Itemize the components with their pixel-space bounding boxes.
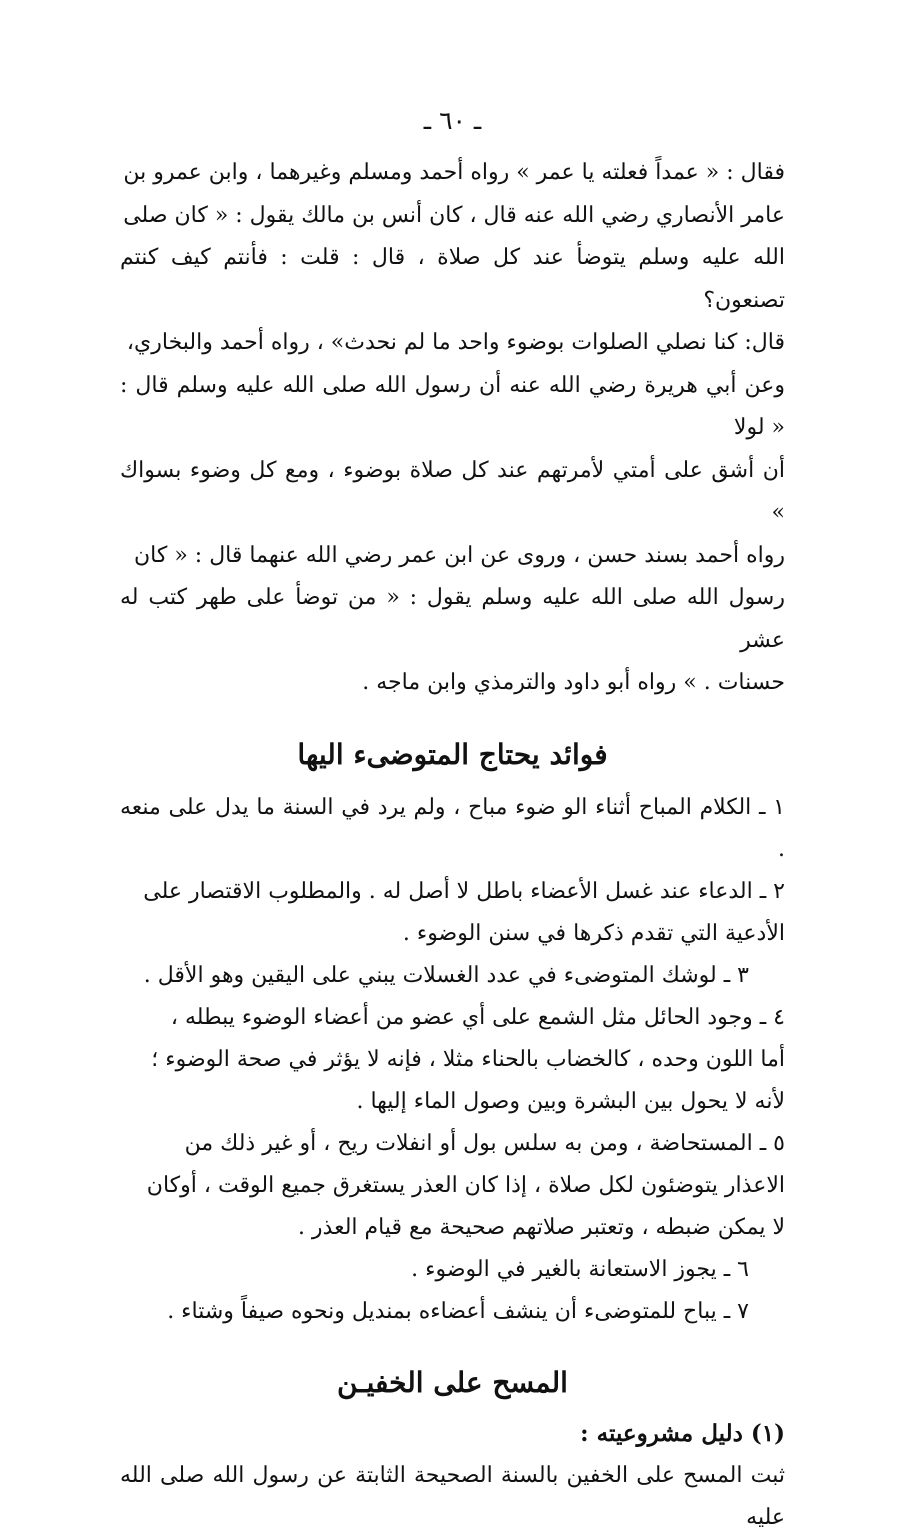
text-line: ٢ ـ الدعاء عند غسل الأعضاء باطل لا أصل له . والمطلوب الاقتصار على <box>143 878 785 904</box>
text-line: الأدعية التي تقدم ذكرها في سنن الوضوء . <box>402 920 785 946</box>
list-item <box>120 955 785 997</box>
text-line: وعن أبي هريرة رضي الله عنه أن رسول الله صلى الله عليه وسلم قال : « لولا <box>120 372 785 440</box>
benefits-list <box>120 787 785 1333</box>
text-line: ٦ ـ يجوز الاستعانة بالغير في الوضوء . <box>411 1256 749 1282</box>
text-line: أن أشق على أمتي لأمرتهم عند كل صلاة بوضوء ، ومع كل وضوء بسواك » <box>120 457 785 525</box>
text-line: الاعذار يتوضئون لكل صلاة ، إذا كان العذر يستغرق جميع الوقت ، أوكان <box>146 1172 785 1198</box>
text-line: حسنات . » رواه أبو داود والترمذي وابن ماجه . <box>362 670 785 695</box>
text-line: ٣ ـ لوشك المتوضىء في عدد الغسلات يبني على اليقين وهو الأقل . <box>143 962 749 988</box>
text-line: ثبت المسح على الخفين بالسنة الصحيحة الثابتة عن رسول الله صلى الله عليه <box>120 1462 785 1530</box>
text-line: عامر الأنصاري رضي الله عنه قال ، كان أنس بن مالك يقول : « كان صلى <box>123 202 785 228</box>
section-heading: فوائد يحتاج المتوضىء اليها <box>297 737 608 771</box>
subsection-heading: (١) دليل مشروعيته : <box>580 1419 785 1447</box>
text-line: ٥ ـ المستحاضة ، ومن به سلس بول أو انفلات ريح ، أو غير ذلك من <box>184 1130 785 1156</box>
list-item <box>120 997 785 1123</box>
list-item <box>120 871 785 955</box>
text-line: ٤ ـ وجود الحائل مثل الشمع على أي عضو من أعضاء الوضوء يبطله ، <box>170 1004 785 1030</box>
text-line: الله عليه وسلم يتوضأ عند كل صلاة ، قال : قلت : فأنتم كيف كنتم تصنعون؟ <box>120 245 785 313</box>
text-line: رسول الله صلى الله عليه وسلم يقول : « من توضأ على طهر كتب له عشر <box>120 585 785 653</box>
text-line: رواه أحمد بسند حسن ، وروى عن ابن عمر رضي الله عنهما قال : « كان <box>134 542 785 568</box>
text-line: فقال : « عمداً فعلته يا عمر » رواه أحمد ومسلم وغيرهما ، وابن عمرو بن <box>123 160 785 185</box>
text-line: قال: كنا نصلي الصلوات بوضوء واحد ما لم نحدث» ، رواه أحمد والبخاري، <box>126 330 785 355</box>
list-item <box>120 1291 785 1333</box>
text-line: لأنه لا يحول بين البشرة وبين وصول الماء إليها . <box>356 1088 785 1114</box>
list-item <box>120 1123 785 1249</box>
page-number: ـ ٦٠ ـ <box>423 106 482 135</box>
section-heading: المسح على الخفيـن <box>337 1365 568 1399</box>
text-line: ١ ـ الكلام المباح أثناء الو ضوء مباح ، ولم يرد في السنة ما يدل على منعه . <box>120 794 785 862</box>
text-line: لا يمكن ضبطه ، وتعتبر صلاتهم صحيحة مع قيام العذر . <box>297 1214 785 1240</box>
text-line: أما اللون وحده ، كالخضاب بالحناء مثلا ، فإنه لا يؤثر في صحة الوضوء ؛ <box>151 1046 785 1072</box>
list-item <box>120 787 785 871</box>
list-item <box>120 1249 785 1291</box>
text-line: ٧ ـ يباح للمتوضىء أن ينشف أعضاءه بمنديل ونحوه صيفاً وشتاء . <box>167 1298 749 1324</box>
intro-paragraph <box>120 152 785 705</box>
